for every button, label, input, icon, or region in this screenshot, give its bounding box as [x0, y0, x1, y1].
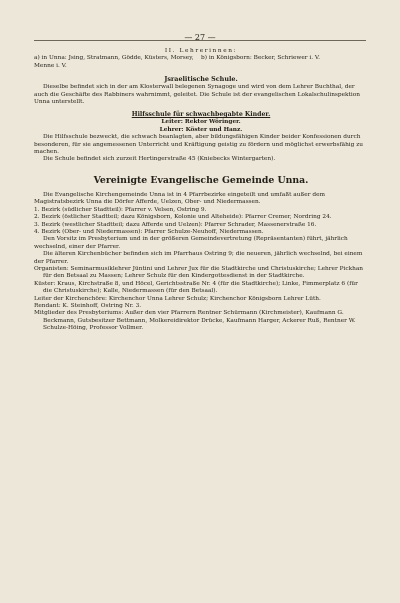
aux-school-leader: Leiter: Rektor Wöringer.: [161, 119, 241, 126]
choir-leaders-text: Leiter der Kirchenchöre: Kirchenchor Unna Lehrer Schulz; Kirchenchor Königsborn Lehrer Lüth.: [34, 295, 321, 302]
teachers-heading: II. Lehrerinnen:: [164, 48, 238, 54]
aux-school-text: Die Hilfsschule bezweckt, die schwach beanlagten, aber bildungsfähigen Kinder beider Konfessionen durch besonderen, für sie angemessenen Unterricht und Kräftigung geistig zu fördern und möglichst erwerbsfähig zu machen.: [34, 134, 364, 156]
district-4: 4. Bezirk (Ober- und Niedermassen): Pfarrer Schulze-Neuhoff, Niedermassen.: [34, 228, 264, 235]
teachers-list: [34, 55, 368, 70]
page-number: — 27 —: [184, 33, 216, 42]
presbyters-text: Mitglieder des Presbyteriums: Außer den vier Pfarrern Rentner Schürmann (Kirchmeister), Kaufmann G. Beckmann, Gutsbesitzer Bettmann, Molkereidirektor Drücke, Kaufmann Harger, Ackerer Ruß, Rentner W. Schulze-Höing, Professor Vollmer.: [34, 310, 356, 332]
aux-school-title: Hilfsschule für schwachbegabte Kinder.: [131, 111, 271, 119]
rendant-text: Rendant: K. Steinhoff, Ostring Nr. 3.: [34, 302, 142, 309]
jewish-school-text: Dieselbe befindet sich in der am Klosterwall belegenen Synagoge und wird von dem Lehrer Buchthal, der auch die Geschäfte des Rabbiners wahrnimmt, geleitet. Die Schule ist der evangelischen Lokalschulinspektion Unna unterstellt.: [34, 84, 360, 106]
header-rule: [34, 40, 366, 41]
congregation-intro: Die Evangelische Kirchengemeinde Unna ist in 4 Pfarrbezirke eingeteilt und umfaßt außer dem Magistratsbezirk Unna die Dörfer Afferde, Uelzen, Ober- und Niedermassen.: [34, 191, 325, 206]
teachers-koenigsborn: b) in Königsborn: Becker, Schriewer i. V.: [201, 55, 320, 62]
district-2: 2. Bezirk (östlicher Stadtteil; dazu Königsborn, Kolonie und Alteheide): Pfarrer Cremer, Nordring 24.: [34, 214, 332, 221]
church-books-text: Die älteren Kirchenbücher befinden sich im Pfarrhaus Ostring 9; die neueren, jährlich wechselnd, bei einem der Pfarrer.: [34, 251, 363, 265]
aux-school-location: Die Schule befindet sich zurzeit Hertingerstraße 45 (Kniebecks Wintergarten).: [43, 156, 276, 163]
presidency-text: Den Vorsitz im Presbyterium und in der größeren Gemeindevertretung (Repräsentanten) führt, jährlich wechselnd, einer der Pfarrer.: [34, 236, 348, 250]
district-1: 1. Bezirk (südlicher Stadtteil): Pfarrer v. Velsen, Ostring 9.: [34, 206, 207, 213]
jewish-school-title: Jsraelitische Schule.: [164, 75, 238, 84]
page-body: [34, 48, 368, 333]
sextons-text: Küster: Kraus, Kirchstraße 8, und Höcel, Gerichtsstraße Nr. 4 (für die Stadtkirche); Linke, Fimmerplatz 6 (für die Christuskirche); Kalle, Niedermassen (für den Betsaal).: [34, 280, 358, 295]
district-3: 3. Bezirk (westlicher Stadtteil; dazu Afferde und Uelzen): Pfarrer Schrader, Massenerstraße 16.: [34, 221, 317, 228]
congregation-title: Vereinigte Evangelische Gemeinde Unna.: [93, 174, 309, 186]
aux-school-teachers: Lehrer: Köster und Hanz.: [159, 126, 243, 133]
organists-text: Organisten: Seminarmusiklehrer Jüntini und Lehrer Jux für die Stadtkirche und Christuskirche; Lehrer Pickhan für den Betsaal zu Massen; Lehrer Schulz für den Kindergottesdienst in der Stadtkirche.: [34, 265, 364, 280]
teachers-unna: a) in Unna: Jsing, Stratmann, Gödde, Küsters, Morsey, Menne i. V.: [34, 55, 194, 69]
